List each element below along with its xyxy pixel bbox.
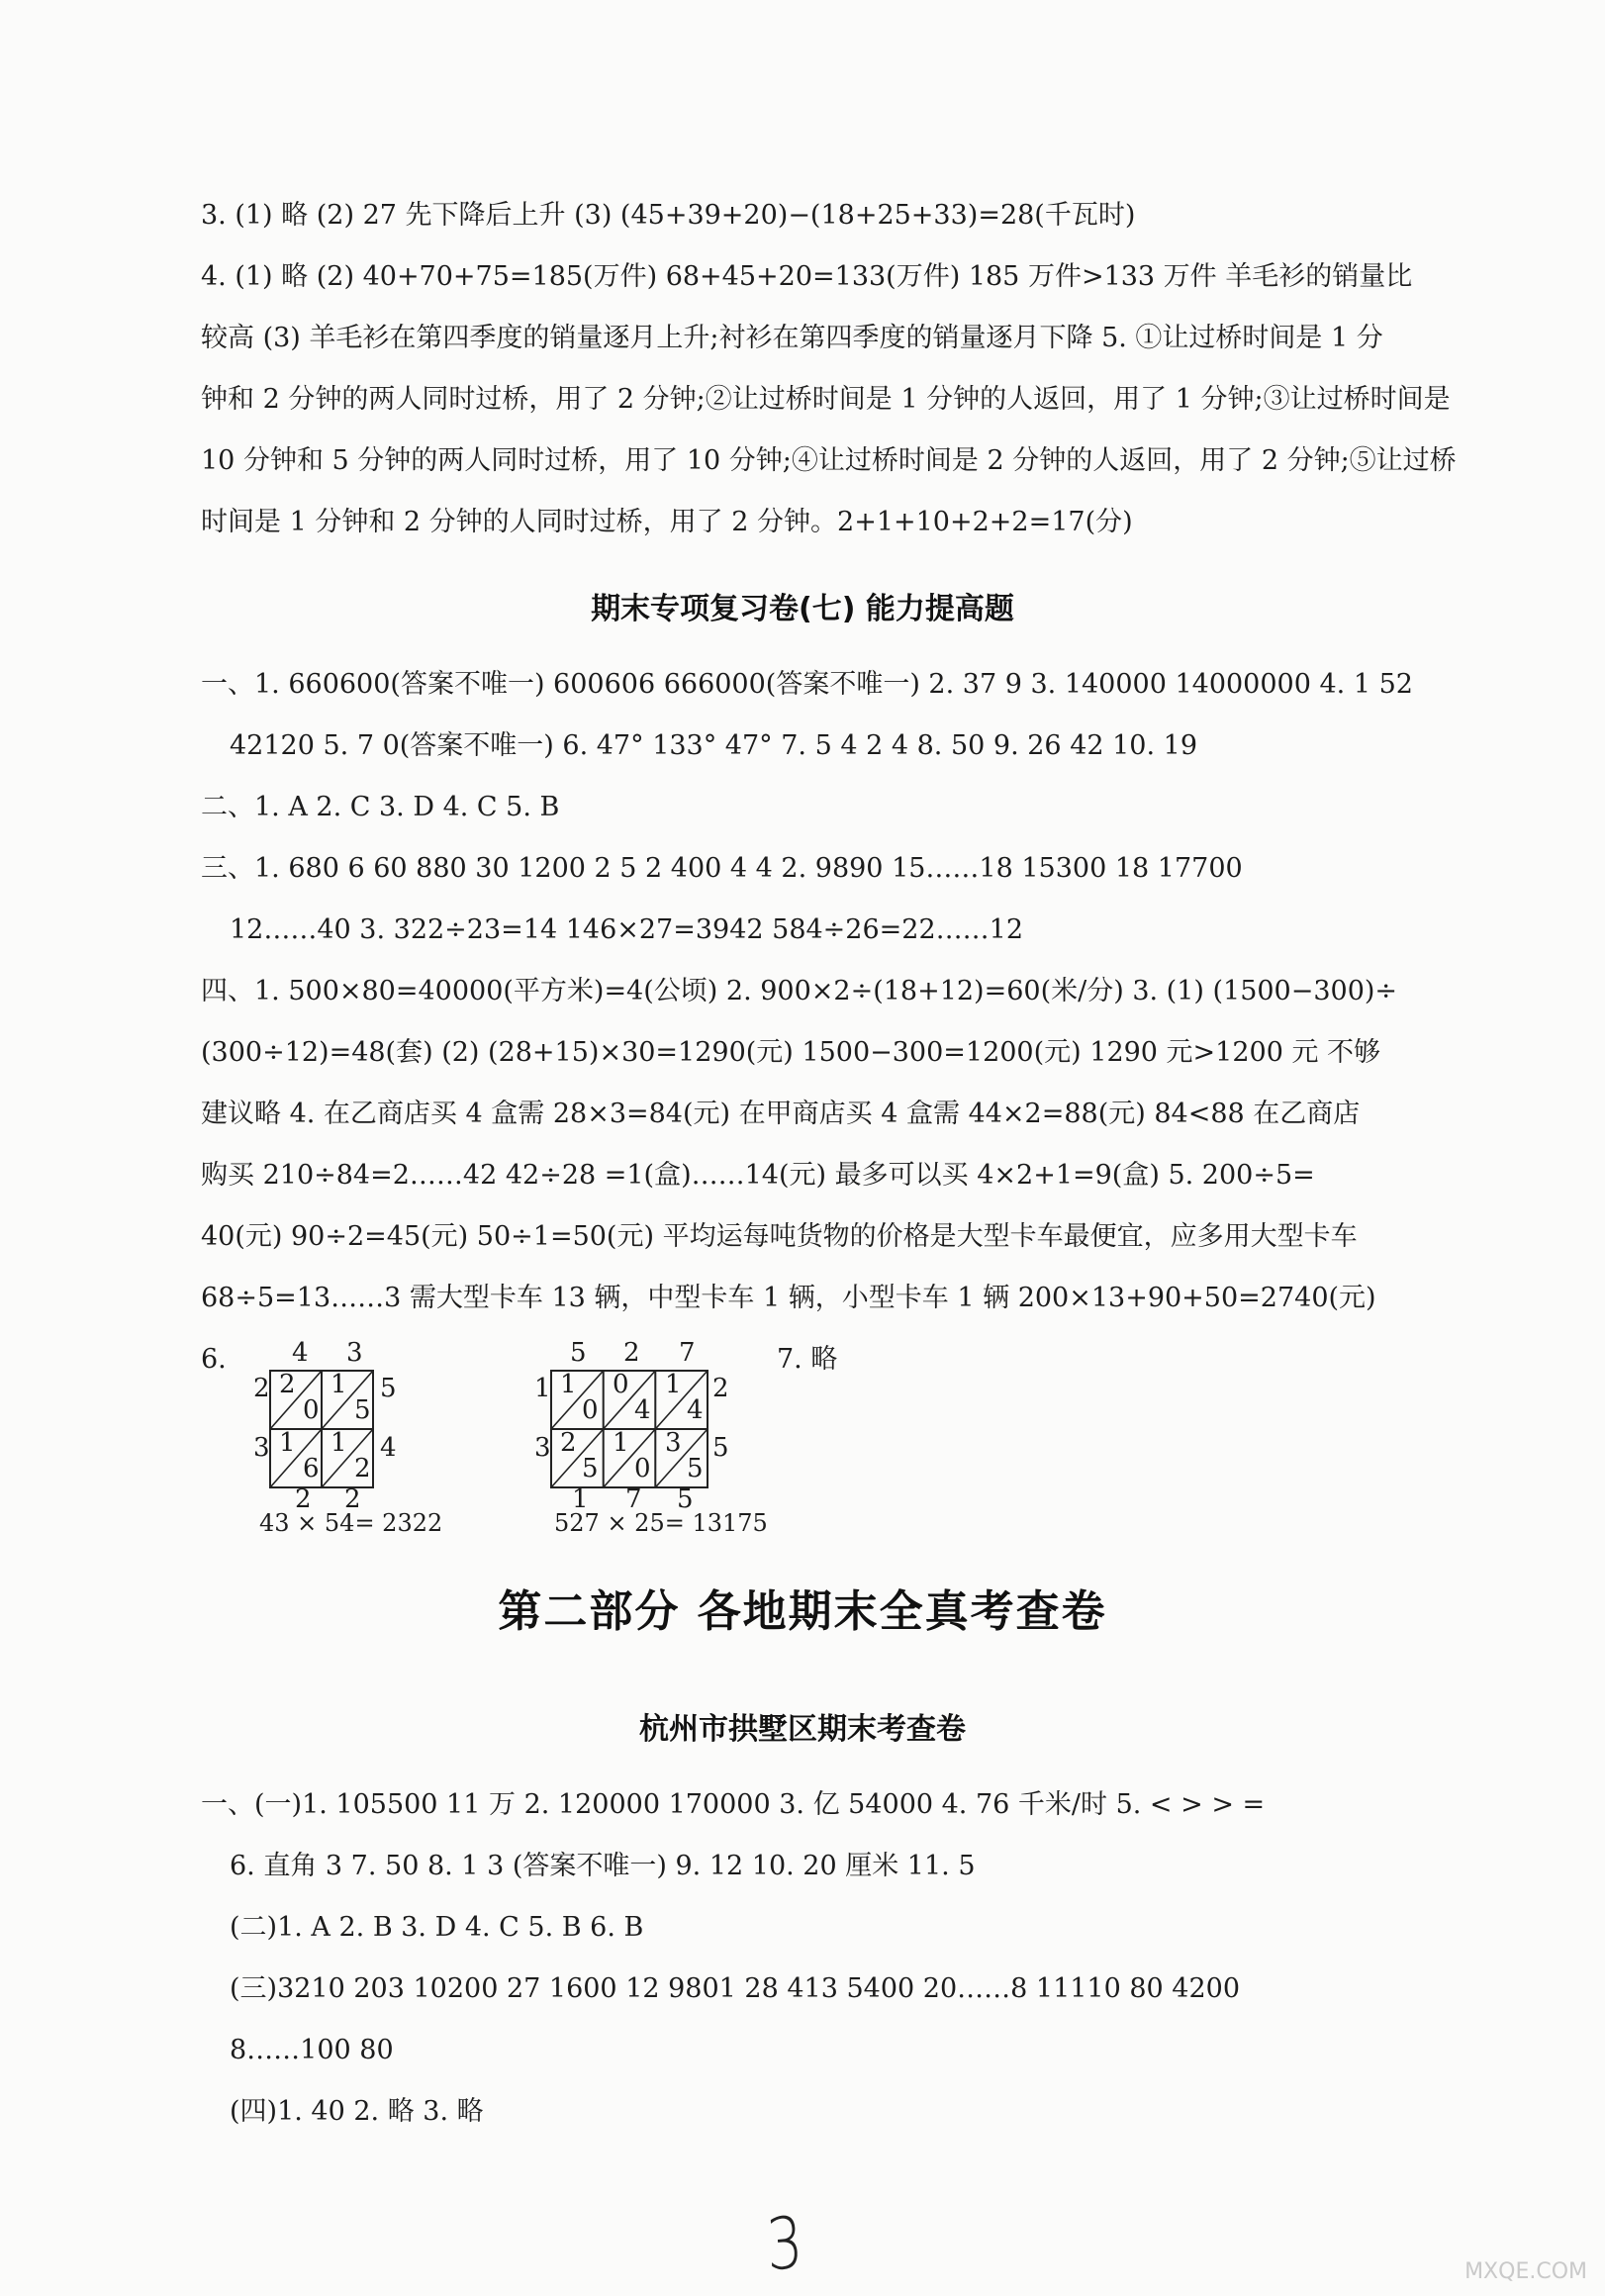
part2-line-1: 一、(一)1. 105500 11 万 2. 120000 170000 3. 亿 54000 4. 76 千米/时 5. < > > = <box>201 1789 1266 1820</box>
lattice2-right-1: 2 <box>712 1374 729 1403</box>
section7-line-7: (300÷12)=48(套) (2) (28+15)×30=1290(元) 1500−300=1200(元) 1290 元>1200 元 不够 <box>201 1037 1381 1068</box>
answer-line-5a: 钟和 2 分钟的两人同时过桥，用了 2 分钟;②让过桥时间是 1 分钟的人返回，用了 1 分钟;③让过桥时间是 <box>201 384 1451 415</box>
section7-line-9: 购买 210÷84=2……42 42÷28 =1(盒)……14(元) 最多可以买 4×2+1=9(盒) 5. 200÷5= <box>201 1160 1315 1191</box>
part2-line-2: 6. 直角 3 7. 50 8. 1 3 (答案不唯一) 9. 12 10. 20 厘米 11. 5 <box>230 1851 976 1881</box>
lattice1-caption: 43 × 54= 2322 <box>259 1509 443 1537</box>
part2-line-6: (四)1. 40 2. 略 3. 略 <box>230 2096 484 2127</box>
lattice2-cell: 0 <box>613 1370 629 1399</box>
lattice2-cell: 2 <box>560 1428 577 1458</box>
exam-title: 杭州市拱墅区期末考查卷 <box>639 1712 966 1747</box>
section7-line-11: 68÷5=13……3 需大型卡车 13 辆，中型卡车 1 辆，小型卡车 1 辆 200×13+90+50=2740(元) <box>201 1283 1376 1313</box>
lattice2-bottom-2: 7 <box>625 1484 642 1514</box>
lattice1-cell: 1 <box>330 1428 347 1458</box>
lattice2-top-3: 7 <box>679 1338 696 1368</box>
lattice2-caption: 527 × 25= 13175 <box>554 1509 768 1537</box>
lattice1-left-1: 2 <box>253 1374 270 1403</box>
section7-line-5: 12……40 3. 322÷23=14 146×27=3942 584÷26=22……12 <box>230 914 1023 945</box>
q7-label: 7. 略 <box>777 1344 838 1375</box>
section7-line-1: 一、1. 660600(答案不唯一) 600606 666000(答案不唯一) 2. 37 9 3. 140000 14000000 4. 1 52 <box>201 669 1413 700</box>
lattice1-cell: 6 <box>303 1454 320 1483</box>
lattice2-cell: 4 <box>687 1395 704 1425</box>
lattice1-bottom-2: 2 <box>344 1484 361 1514</box>
watermark-logo: MXQE.COM <box>1464 2259 1587 2284</box>
lattice1-cell: 2 <box>279 1370 296 1399</box>
lattice1-cell: 0 <box>303 1395 320 1425</box>
part2-line-3: (二)1. A 2. B 3. D 4. C 5. B 6. B <box>230 1912 644 1943</box>
lattice1-bottom-1: 2 <box>295 1484 312 1514</box>
lattice2-cell: 1 <box>665 1370 682 1399</box>
part2-line-5: 8……100 80 <box>230 2035 394 2065</box>
lattice2-bottom-1: 1 <box>572 1484 589 1514</box>
lattice1-top-2: 3 <box>346 1338 363 1368</box>
section7-line-2: 42120 5. 7 0(答案不唯一) 6. 47° 133° 47° 7. 5 4 2 4 8. 50 9. 26 42 10. 19 <box>230 730 1198 761</box>
lattice1-top-1: 4 <box>292 1338 309 1368</box>
q6-label: 6. <box>201 1344 227 1375</box>
lattice2-cell: 5 <box>582 1454 599 1483</box>
lattice2-cell: 0 <box>582 1395 599 1425</box>
page-number: 3 <box>764 2200 805 2287</box>
part-title: 第二部分 各地期末全真考查卷 <box>498 1586 1107 1637</box>
section7-line-10: 40(元) 90÷2=45(元) 50÷1=50(元) 平均运每吨货物的价格是大型卡车最便宜，应多用大型卡车 <box>201 1221 1358 1252</box>
lattice2-top-2: 2 <box>623 1338 640 1368</box>
answer-line-5b: 10 分钟和 5 分钟的两人同时过桥，用了 10 分钟;④让过桥时间是 2 分钟的人返回，用了 2 分钟;⑤让过桥 <box>201 445 1457 476</box>
lattice2-cell: 0 <box>634 1454 651 1483</box>
lattice2-cell: 4 <box>634 1395 651 1425</box>
lattice2-top-1: 5 <box>570 1338 587 1368</box>
section7-line-4: 三、1. 680 6 60 880 30 1200 2 5 2 400 4 4 2. 9890 15……18 15300 18 17700 <box>201 853 1243 884</box>
lattice2-cell: 1 <box>613 1428 629 1458</box>
lattice1-right-1: 5 <box>380 1374 397 1403</box>
section7-line-6: 四、1. 500×80=40000(平方米)=4(公顷) 2. 900×2÷(18+12)=60(米/分) 3. (1) (1500−300)÷ <box>201 976 1398 1006</box>
lattice1-cell: 1 <box>330 1370 347 1399</box>
answer-line-5c: 时间是 1 分钟和 2 分钟的人同时过桥，用了 2 分钟。2+1+10+2+2=17(分) <box>201 507 1133 537</box>
lattice1-right-2: 4 <box>380 1433 397 1463</box>
lattice1-cell: 5 <box>354 1395 371 1425</box>
lattice2-left-2: 3 <box>534 1433 551 1463</box>
lattice2-left-1: 1 <box>534 1374 551 1403</box>
lattice1-left-2: 3 <box>253 1433 270 1463</box>
lattice2-cell: 3 <box>665 1428 682 1458</box>
lattice1-cell: 1 <box>279 1428 296 1458</box>
lattice2-cell: 1 <box>560 1370 577 1399</box>
answer-line-4a: 4. (1) 略 (2) 40+70+75=185(万件) 68+45+20=133(万件) 185 万件>133 万件 羊毛衫的销量比 <box>201 261 1413 292</box>
answer-line-4b: 较高 (3) 羊毛衫在第四季度的销量逐月上升;衬衫在第四季度的销量逐月下降 5. ①让过桥时间是 1 分 <box>201 323 1383 353</box>
lattice2-bottom-3: 5 <box>677 1484 694 1514</box>
answer-line-3: 3. (1) 略 (2) 27 先下降后上升 (3) (45+39+20)−(18+25+33)=28(千瓦时) <box>201 200 1136 231</box>
section7-line-3: 二、1. A 2. C 3. D 4. C 5. B <box>201 792 560 822</box>
lattice2-cell: 5 <box>687 1454 704 1483</box>
lattice2-right-2: 5 <box>712 1433 729 1463</box>
section7-line-8: 建议略 4. 在乙商店买 4 盒需 28×3=84(元) 在甲商店买 4 盒需 44×2=88(元) 84<88 在乙商店 <box>201 1099 1361 1129</box>
section-title-7: 期末专项复习卷(七) 能力提高题 <box>591 592 1014 626</box>
part2-line-4: (三)3210 203 10200 27 1600 12 9801 28 413 5400 20……8 11110 80 4200 <box>230 1973 1241 2004</box>
lattice1-cell: 2 <box>354 1454 371 1483</box>
